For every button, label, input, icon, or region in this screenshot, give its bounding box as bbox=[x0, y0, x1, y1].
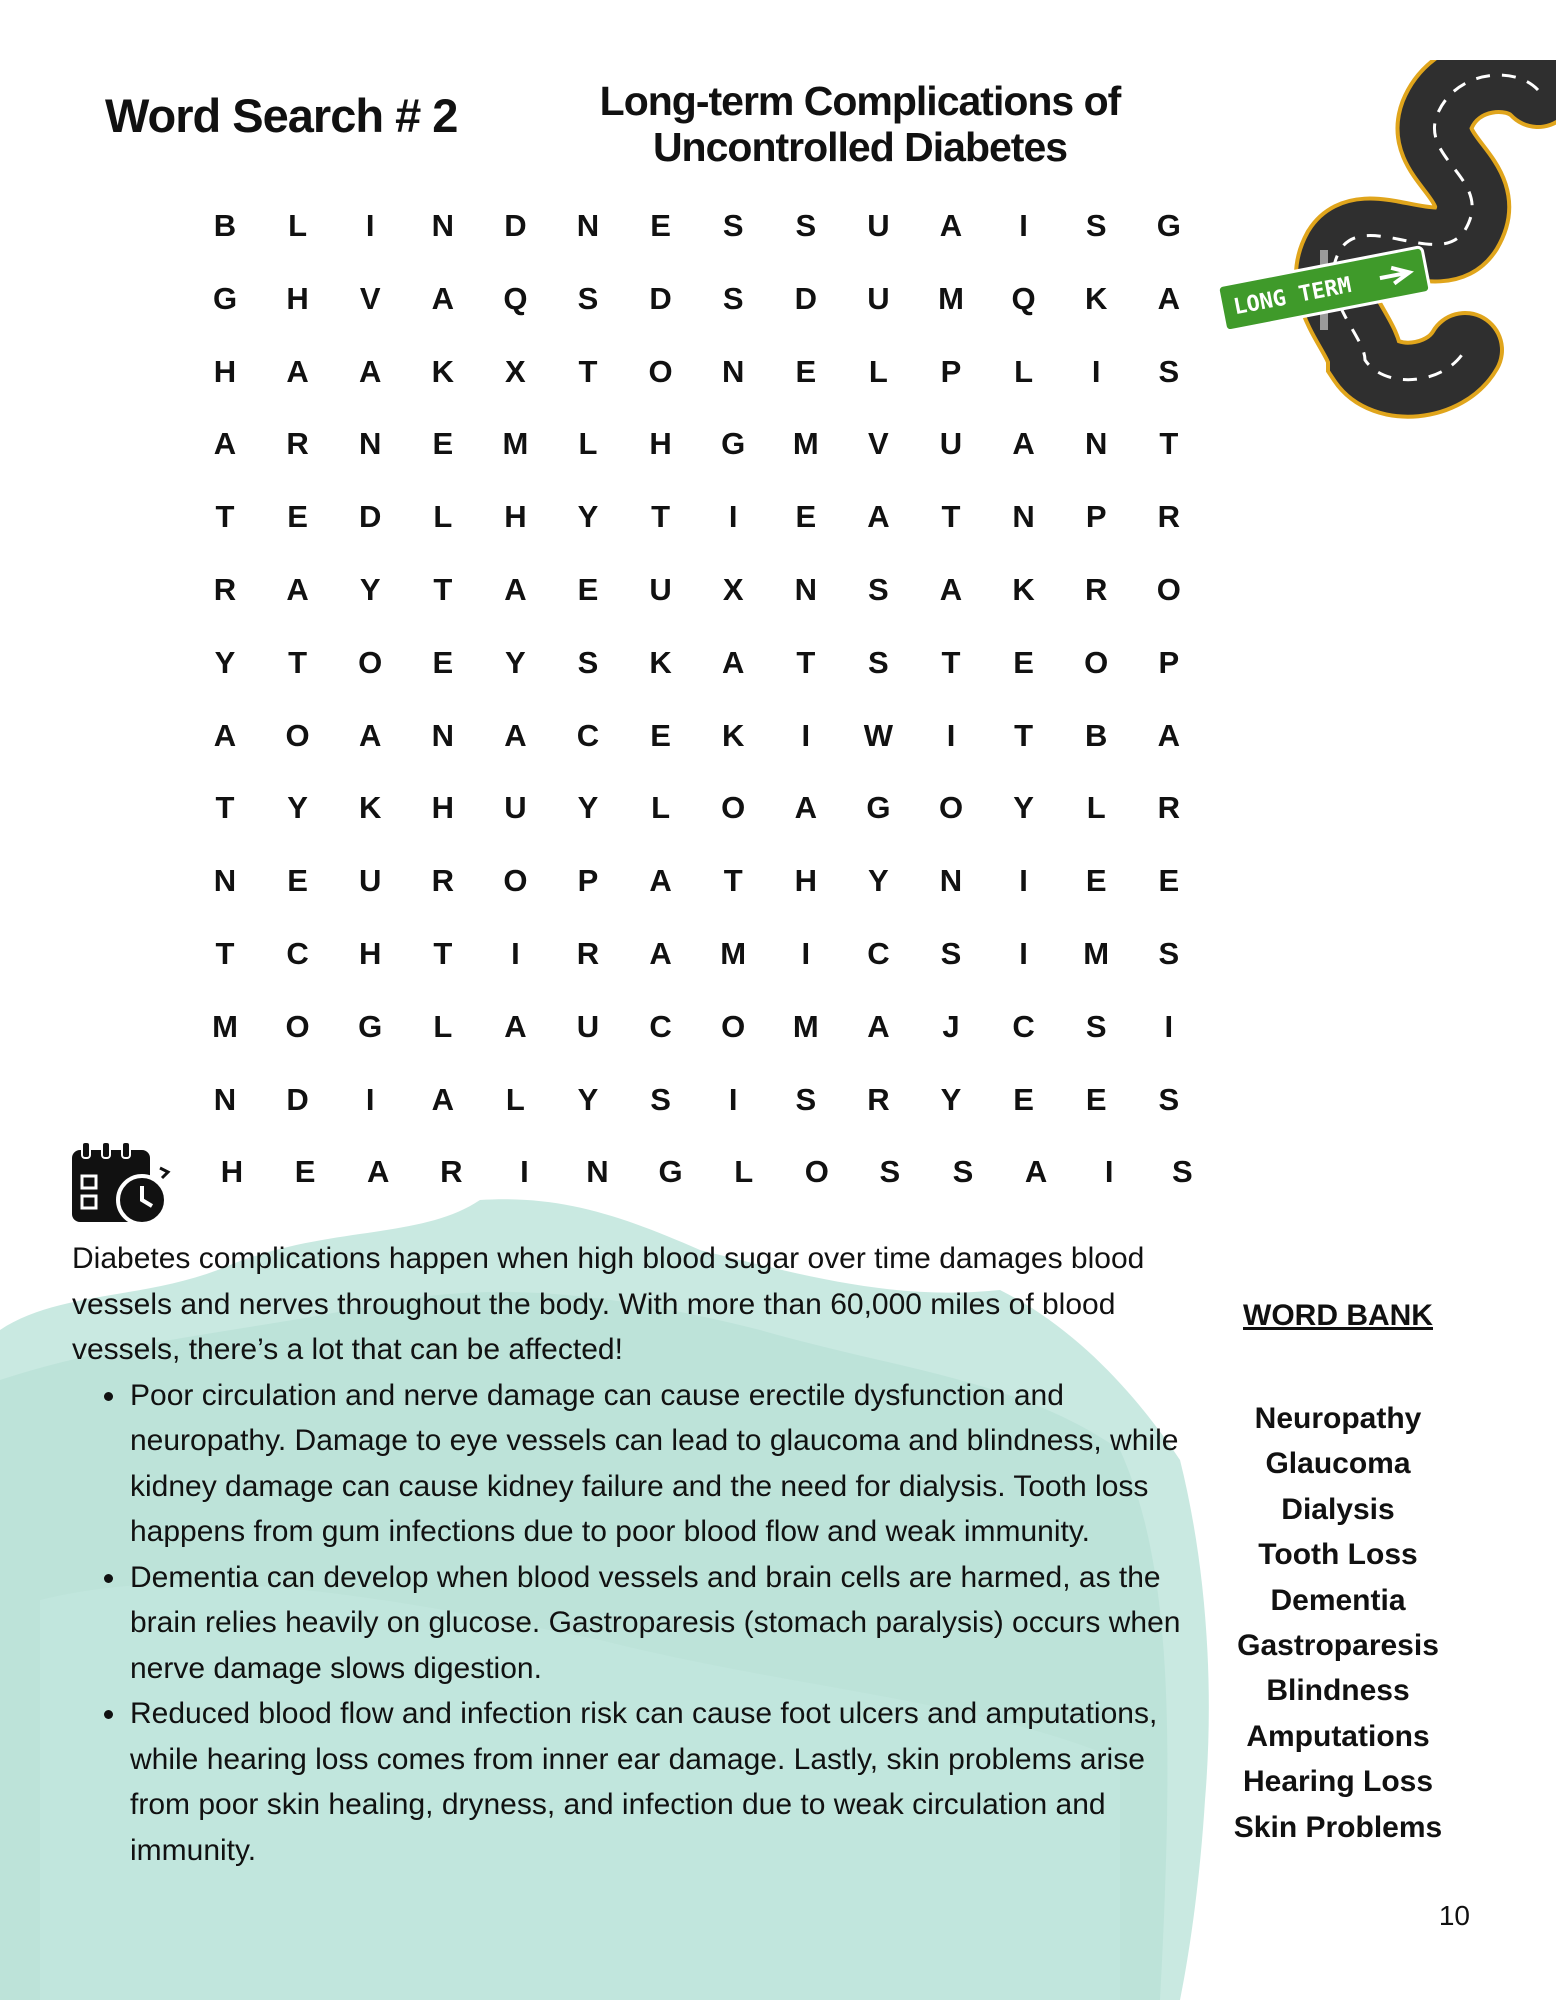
grid-letter-r9-c11: O bbox=[938, 790, 964, 826]
grid-letter-r10-c9: H bbox=[794, 863, 817, 899]
grid-letter-r6-c9: N bbox=[794, 572, 817, 607]
bullet-item: • Poor circulation and nerve damage can cause erectile dysfunction and neuropathy. Damage to eye vessels can lead to glaucoma and blindness, while kidney damage can cause kidney failure and the need for dialysis. Tooth loss happens from gum infections due to poor blood flow and weak immunity. bbox=[128, 1373, 1200, 1555]
grid-letter-r4-c2: R bbox=[286, 426, 309, 462]
grid-letter-r8-c8: K bbox=[721, 717, 745, 753]
grid-letter-r2-c1: G bbox=[212, 280, 238, 316]
grid-letter-r10-c4: R bbox=[431, 863, 454, 899]
grid-letter-r1-c12: I bbox=[1019, 208, 1028, 243]
grid-letter-r14-c8: L bbox=[734, 1154, 754, 1190]
grid-letter-r11-c10: C bbox=[867, 936, 890, 971]
grid-letter-r8-c9: I bbox=[801, 717, 811, 753]
grid-letter-r7-c4: E bbox=[432, 644, 454, 680]
grid-letter-r12-c10: A bbox=[867, 1008, 890, 1044]
grid-letter-r5-c10: A bbox=[867, 499, 890, 535]
grid-letter-r13-c8: I bbox=[728, 1081, 738, 1117]
grid-letter-r7-c11: T bbox=[941, 644, 961, 680]
grid-letter-r7-c5: Y bbox=[505, 644, 526, 680]
grid-letter-r6-c2: A bbox=[286, 572, 309, 607]
grid-letter-r1-c2: L bbox=[288, 208, 308, 243]
grid-letter-r4-c11: U bbox=[939, 426, 963, 462]
grid-letter-r3-c13: I bbox=[1091, 353, 1101, 389]
grid-letter-r9-c14: R bbox=[1157, 790, 1180, 826]
grid-letter-r11-c14: S bbox=[1158, 936, 1180, 971]
grid-letter-r12-c4: L bbox=[433, 1008, 453, 1044]
grid-letter-r13-c6: Y bbox=[577, 1081, 599, 1117]
grid-letter-r13-c13: E bbox=[1085, 1081, 1107, 1117]
grid-letter-r4-c14: T bbox=[1159, 426, 1179, 462]
grid-letter-r2-c12: Q bbox=[1011, 280, 1036, 316]
grid-letter-r6-c5: A bbox=[504, 572, 527, 607]
grid-letter-r10-c10: Y bbox=[868, 863, 889, 899]
grid-letter-r1-c8: S bbox=[722, 208, 744, 243]
grid-letter-r11-c7: A bbox=[649, 936, 672, 971]
grid-letter-r7-c10: S bbox=[868, 644, 889, 680]
grid-letter-r10-c2: E bbox=[287, 863, 308, 899]
grid-letter-r10-c13: E bbox=[1085, 863, 1107, 899]
grid-letter-r1-c9: S bbox=[795, 208, 817, 243]
grid-letter-r14-c2: E bbox=[294, 1154, 316, 1190]
grid-letter-r7-c1: Y bbox=[214, 644, 236, 680]
grid-letter-r4-c12: A bbox=[1012, 426, 1035, 462]
grid-letter-r10-c6: P bbox=[577, 863, 599, 899]
grid-letter-r12-c3: G bbox=[358, 1008, 383, 1044]
grid-letter-r9-c3: K bbox=[358, 790, 382, 826]
grid-letter-r14-c1: H bbox=[220, 1154, 244, 1190]
grid-letter-r11-c8: M bbox=[720, 936, 747, 971]
grid-letter-r12-c2: O bbox=[285, 1008, 310, 1044]
grid-letter-r9-c4: H bbox=[431, 790, 454, 826]
grid-letter-r9-c12: Y bbox=[1013, 790, 1034, 826]
grid-letter-r12-c9: M bbox=[792, 1008, 819, 1044]
grid-letter-r1-c7: E bbox=[650, 208, 671, 243]
road-sign-text: LONG TERM bbox=[1231, 273, 1354, 321]
grid-letter-r2-c14: A bbox=[1157, 280, 1180, 316]
grid-letter-r7-c9: T bbox=[796, 644, 816, 680]
grid-letter-r2-c10: U bbox=[867, 280, 890, 316]
grid-letter-r7-c7: K bbox=[649, 644, 672, 680]
grid-letter-r8-c2: O bbox=[285, 717, 310, 753]
grid-letter-r3-c8: N bbox=[721, 353, 745, 389]
grid-letter-r11-c13: M bbox=[1083, 936, 1110, 971]
grid-letter-r13-c3: I bbox=[365, 1081, 375, 1117]
grid-letter-r13-c7: S bbox=[650, 1081, 671, 1117]
grid-letter-r5-c6: Y bbox=[577, 499, 599, 535]
word-bank-item: Hearing Loss bbox=[1242, 1765, 1434, 1799]
grid-letter-r4-c7: H bbox=[649, 426, 672, 462]
grid-letter-r6-c1: R bbox=[213, 572, 237, 607]
grid-letter-r12-c11: J bbox=[942, 1008, 960, 1044]
topic-title bbox=[555, 78, 1165, 170]
grid-letter-r12-c5: A bbox=[504, 1008, 527, 1044]
word-bank-item: Neuropathy bbox=[1254, 1402, 1422, 1435]
word-bank-item: Glaucoma bbox=[1265, 1447, 1411, 1481]
grid-letter-r10-c11: N bbox=[939, 863, 963, 899]
grid-letter-r4-c13: N bbox=[1084, 426, 1108, 462]
grid-letter-r2-c3: V bbox=[359, 280, 381, 316]
complications-list bbox=[72, 1373, 1200, 1874]
grid-letter-r14-c14: S bbox=[1171, 1154, 1193, 1190]
grid-letter-r4-c10: V bbox=[868, 426, 889, 462]
grid-letter-r2-c7: D bbox=[649, 280, 672, 316]
grid-letter-r8-c10: W bbox=[863, 717, 894, 753]
grid-letter-r8-c5: A bbox=[504, 717, 527, 753]
grid-letter-r5-c7: T bbox=[651, 499, 671, 535]
word-bank-item: Amputations bbox=[1246, 1719, 1430, 1753]
grid-letter-r12-c13: S bbox=[1085, 1008, 1107, 1044]
word-bank-item: Dementia bbox=[1270, 1583, 1406, 1617]
grid-letter-r4-c6: L bbox=[578, 426, 598, 462]
grid-letter-r13-c14: S bbox=[1158, 1081, 1180, 1117]
grid-letter-r8-c1: A bbox=[213, 717, 237, 753]
grid-letter-r9-c5: U bbox=[504, 790, 527, 826]
grid-letter-r8-c6: C bbox=[576, 717, 600, 753]
grid-letter-r11-c6: R bbox=[576, 936, 600, 971]
grid-letter-r5-c3: D bbox=[358, 499, 382, 535]
grid-letter-r12-c12: C bbox=[1012, 1008, 1035, 1044]
grid-letter-r7-c14: P bbox=[1158, 644, 1180, 680]
grid-letter-r6-c8: X bbox=[722, 572, 744, 607]
grid-letter-r2-c8: S bbox=[722, 280, 744, 316]
grid-letter-r11-c1: T bbox=[215, 936, 235, 971]
grid-letter-r5-c5: H bbox=[504, 499, 527, 535]
word-bank-item: Tooth Loss bbox=[1258, 1538, 1418, 1572]
grid-letter-r7-c8: A bbox=[721, 644, 745, 680]
grid-letter-r3-c5: X bbox=[505, 353, 526, 389]
grid-letter-r1-c4: N bbox=[431, 208, 454, 243]
grid-letter-r3-c1: H bbox=[213, 353, 237, 389]
grid-letter-r13-c1: N bbox=[213, 1081, 237, 1117]
grid-letter-r10-c7: A bbox=[649, 863, 672, 899]
grid-letter-r12-c7: C bbox=[649, 1008, 672, 1044]
grid-letter-r9-c6: Y bbox=[577, 790, 599, 826]
grid-letter-r13-c10: R bbox=[867, 1081, 890, 1117]
grid-letter-r7-c2: T bbox=[288, 644, 308, 680]
grid-letter-r8-c3: A bbox=[358, 717, 382, 753]
grid-letter-r8-c7: E bbox=[650, 717, 671, 753]
grid-letter-r14-c6: N bbox=[586, 1154, 609, 1190]
grid-letter-r4-c1: A bbox=[213, 426, 237, 462]
grid-letter-r4-c8: G bbox=[721, 426, 746, 462]
bullet-item: • Reduced blood flow and infection risk can cause foot ulcers and amputations, while hearing loss comes from inner ear damage. Lastly, skin problems arise from poor skin healing, dryness, and infection due to weak circulation and immunity. bbox=[128, 1691, 1200, 1873]
grid-letter-r11-c5: I bbox=[511, 936, 520, 971]
grid-letter-r6-c4: T bbox=[433, 572, 453, 607]
grid-letter-r14-c10: S bbox=[879, 1154, 901, 1190]
grid-letter-r14-c5: I bbox=[520, 1154, 529, 1190]
grid-letter-r8-c11: I bbox=[946, 717, 956, 753]
grid-letter-r6-c7: U bbox=[649, 572, 672, 607]
grid-letter-r13-c11: Y bbox=[940, 1081, 962, 1117]
grid-letter-r14-c12: A bbox=[1024, 1154, 1048, 1190]
grid-letter-r1-c14: G bbox=[1156, 208, 1181, 243]
grid-letter-r5-c1: T bbox=[215, 499, 235, 535]
grid-letter-r2-c2: H bbox=[286, 280, 309, 316]
grid-letter-r9-c8: O bbox=[721, 790, 746, 826]
grid-letter-r7-c13: O bbox=[1084, 644, 1109, 680]
grid-letter-r10-c1: N bbox=[213, 863, 237, 899]
grid-letter-r12-c8: O bbox=[721, 1008, 746, 1044]
grid-letter-r10-c8: T bbox=[723, 863, 743, 899]
grid-letter-r9-c9: A bbox=[794, 790, 817, 826]
grid-letter-r1-c3: I bbox=[365, 208, 375, 243]
grid-letter-r14-c11: S bbox=[952, 1154, 974, 1190]
bullet-item: • Dementia can develop when blood vessels and brain cells are harmed, as the brain relies heavily on glucose. Gastroparesis (stomach paralysis) occurs when nerve damage slows digestion. bbox=[128, 1555, 1200, 1692]
grid-letter-r5-c8: I bbox=[728, 499, 738, 535]
grid-letter-r4-c3: N bbox=[358, 426, 382, 462]
worksheet-title: Word Search # 2 bbox=[105, 89, 458, 142]
word-bank-heading: WORD BANK bbox=[1243, 1299, 1433, 1332]
body-text bbox=[72, 1236, 1200, 1873]
grid-letter-r14-c13: I bbox=[1104, 1154, 1114, 1190]
grid-letter-r8-c12: T bbox=[1014, 717, 1034, 753]
grid-letter-r8-c4: N bbox=[431, 717, 454, 753]
grid-letter-r13-c2: D bbox=[286, 1081, 309, 1117]
grid-letter-r7-c12: E bbox=[1013, 644, 1034, 680]
grid-letter-r1-c10: U bbox=[867, 208, 890, 243]
grid-letter-r11-c4: T bbox=[433, 936, 453, 971]
calendar-clock-icon bbox=[68, 1138, 178, 1228]
grid-letter-r11-c2: C bbox=[286, 936, 309, 971]
grid-letter-r4-c4: E bbox=[432, 426, 454, 462]
grid-letter-r5-c4: L bbox=[433, 499, 453, 535]
grid-letter-r12-c14: I bbox=[1164, 1008, 1174, 1044]
grid-letter-r5-c14: R bbox=[1157, 499, 1180, 535]
long-term-road-icon bbox=[1215, 60, 1556, 420]
grid-letter-r10-c14: E bbox=[1158, 863, 1180, 899]
page-number: 10 bbox=[1438, 1900, 1470, 1931]
grid-letter-r12-c1: M bbox=[212, 1008, 238, 1044]
grid-letter-r10-c5: O bbox=[503, 863, 528, 899]
grid-letter-r6-c6: E bbox=[577, 572, 599, 607]
topic-title-line1: Long-term Complications of bbox=[599, 78, 1121, 124]
grid-letter-r9-c2: Y bbox=[287, 790, 308, 826]
grid-letter-r3-c12: L bbox=[1014, 353, 1034, 389]
grid-letter-r3-c9: E bbox=[795, 353, 817, 389]
grid-letter-r2-c11: M bbox=[938, 280, 964, 316]
grid-letter-r3-c3: A bbox=[358, 353, 382, 389]
grid-letter-r6-c10: S bbox=[868, 572, 889, 607]
grid-letter-r1-c5: D bbox=[504, 208, 527, 243]
grid-letter-r2-c9: D bbox=[794, 280, 817, 316]
grid-letter-r9-c1: T bbox=[215, 790, 235, 826]
word-bank bbox=[1210, 1296, 1466, 1850]
grid-letter-r13-c5: L bbox=[505, 1081, 525, 1117]
grid-letter-r2-c5: Q bbox=[503, 280, 528, 316]
topic-title-line2: Uncontrolled Diabetes bbox=[652, 124, 1068, 170]
grid-letter-r2-c4: A bbox=[431, 280, 454, 316]
grid-letter-r5-c13: P bbox=[1085, 499, 1107, 535]
grid-letter-r5-c2: E bbox=[287, 499, 308, 535]
grid-letter-r9-c13: L bbox=[1086, 790, 1106, 826]
grid-letter-r1-c1: B bbox=[213, 208, 237, 243]
grid-letter-r11-c3: H bbox=[358, 936, 382, 971]
grid-letter-r2-c6: S bbox=[577, 280, 599, 316]
grid-letter-r11-c9: I bbox=[801, 936, 811, 971]
grid-letter-r11-c11: S bbox=[940, 936, 962, 971]
grid-letter-r13-c9: S bbox=[795, 1081, 817, 1117]
word-bank-item: Skin Problems bbox=[1233, 1810, 1443, 1844]
grid-letter-r13-c12: E bbox=[1013, 1081, 1034, 1117]
grid-letter-r9-c10: G bbox=[866, 790, 891, 826]
grid-letter-r14-c4: R bbox=[440, 1154, 463, 1190]
grid-letter-r8-c14: A bbox=[1157, 717, 1180, 753]
word-bank-list bbox=[1210, 1396, 1466, 1850]
grid-letter-r3-c4: K bbox=[431, 353, 454, 389]
grid-letter-r5-c11: T bbox=[941, 499, 961, 535]
grid-letter-r14-c3: A bbox=[366, 1154, 390, 1190]
grid-letter-r3-c2: A bbox=[286, 353, 309, 389]
grid-letter-r8-c13: B bbox=[1084, 717, 1108, 753]
grid-letter-r1-c13: S bbox=[1085, 208, 1107, 243]
grid-letter-r1-c6: N bbox=[576, 208, 600, 243]
grid-letter-r7-c3: O bbox=[358, 644, 383, 680]
grid-letter-r10-c12: I bbox=[1019, 863, 1028, 899]
grid-letter-r6-c3: Y bbox=[359, 572, 381, 607]
word-bank-item: Gastroparesis bbox=[1237, 1629, 1439, 1663]
grid-letter-r14-c9: O bbox=[804, 1154, 829, 1190]
word-bank-item: Blindness bbox=[1266, 1674, 1410, 1708]
grid-letter-r14-c7: G bbox=[658, 1154, 683, 1190]
grid-letter-r4-c9: M bbox=[792, 426, 819, 462]
grid-letter-r3-c14: S bbox=[1158, 353, 1180, 389]
grid-letter-r9-c7: L bbox=[651, 790, 671, 826]
grid-letter-r4-c5: M bbox=[502, 426, 529, 462]
grid-letter-r5-c9: E bbox=[795, 499, 817, 535]
word-bank-item: Dialysis bbox=[1281, 1492, 1395, 1526]
grid-letter-r6-c14: O bbox=[1156, 572, 1181, 607]
grid-letter-r5-c12: N bbox=[1012, 499, 1035, 535]
intro-paragraph: Diabetes complications happen when high blood sugar over time damages blood vessels and nerves throughout the body. With more than 60,000 miles of blood vessels, there’s a lot that can be affected! bbox=[72, 1242, 1145, 1366]
grid-letter-r6-c12: K bbox=[1012, 572, 1035, 607]
grid-letter-r3-c7: O bbox=[648, 353, 673, 389]
grid-letter-r7-c6: S bbox=[577, 644, 599, 680]
grid-letter-r3-c10: L bbox=[868, 353, 888, 389]
grid-letter-r6-c13: R bbox=[1084, 572, 1108, 607]
grid-letter-r13-c4: A bbox=[431, 1081, 454, 1117]
grid-letter-r1-c11: A bbox=[939, 208, 963, 243]
grid-letter-r6-c11: A bbox=[939, 572, 963, 607]
grid-letter-r11-c12: I bbox=[1019, 936, 1028, 971]
grid-letter-r2-c13: K bbox=[1084, 280, 1108, 316]
grid-letter-r3-c6: T bbox=[578, 353, 598, 389]
grid-letter-r3-c11: P bbox=[940, 353, 962, 389]
grid-letter-r10-c3: U bbox=[358, 863, 382, 899]
grid-letter-r12-c6: U bbox=[576, 1008, 600, 1044]
